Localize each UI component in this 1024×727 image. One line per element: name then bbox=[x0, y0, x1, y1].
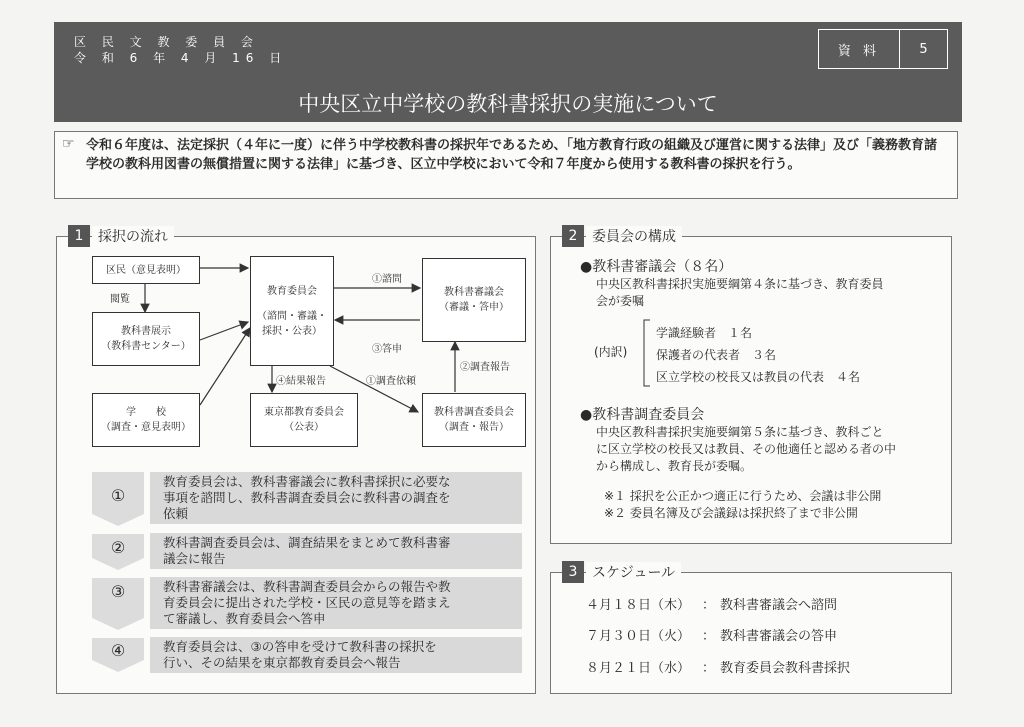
flow-label-result-report: ④結果報告 bbox=[276, 376, 326, 387]
step-1-line: 教育委員会は、教科書審議会に教科書採択に必要な bbox=[163, 474, 451, 489]
research-committee-description bbox=[596, 424, 896, 475]
intro-text: 令和６年度は、法定採択（４年に一度）に伴う中学校教科書の採択年であるため、「地方教育行政の組織及び運営に関する法律」及び「義務教育諸学校の教科用図書の無償措置に関する法律」に基づき、区立中学校において令和７年度から使用する教科書の採択を行う。 bbox=[86, 138, 937, 172]
step-4-line: 教育委員会は、③の答申を受けて教科書の採択を bbox=[163, 639, 437, 654]
council-members bbox=[656, 322, 860, 388]
flow-box-schools-line1: 学 校 bbox=[126, 407, 166, 418]
flow-box-residents bbox=[92, 256, 200, 284]
committee-name: 区 民 文 教 委 員 会 bbox=[74, 35, 259, 49]
step-4-text bbox=[163, 639, 437, 671]
flow-box-research-committee bbox=[422, 393, 526, 447]
step-2-number: ② bbox=[110, 538, 126, 557]
breakdown-bracket bbox=[640, 318, 652, 388]
flow-label-research-report: ②調査報告 bbox=[460, 362, 510, 373]
meeting-date: 令 和 6 年 4 月 16 日 bbox=[74, 51, 288, 65]
step-4-line: 行い、その結果を東京都教育委員会へ報告 bbox=[163, 655, 401, 670]
page-title: 中央区立中学校の教科書採択の実施について bbox=[298, 92, 718, 116]
step-3-line: 育委員会に提出された学校・区民の意見等を踏まえ bbox=[163, 595, 451, 610]
step-1-line: 事項を諮問し、教科書調査委員会に教科書の調査を bbox=[163, 490, 451, 505]
flow-box-textbook-display-line1: 教科書展示 bbox=[121, 326, 171, 337]
flow-box-tokyo-board bbox=[250, 393, 358, 447]
flow-box-textbook-council bbox=[422, 258, 526, 342]
document-number: 5 bbox=[919, 41, 928, 57]
step-3-line: 教科書審議会は、教科書調査委員会からの報告や教 bbox=[163, 579, 451, 594]
member-item: 区立学校の校長又は教員の代表 ４名 bbox=[656, 370, 861, 384]
notes bbox=[604, 488, 881, 522]
research-description-line: 中央区教科書採択実施要綱第５条に基づき、教科ごと bbox=[596, 425, 884, 439]
council-description bbox=[596, 276, 884, 310]
section-1-number: 1 bbox=[68, 225, 90, 247]
flow-box-textbook-display bbox=[92, 312, 200, 366]
document-label: 資 料 bbox=[819, 30, 900, 68]
note-item: ※２ 委員名簿及び会議録は採択終了まで非公開 bbox=[604, 506, 858, 520]
flow-box-research-line1: 教科書調査委員会 bbox=[434, 407, 514, 418]
flow-label-report-answer: ③答申 bbox=[372, 344, 402, 355]
step-4-number: ④ bbox=[110, 641, 126, 660]
council-heading: ●教科書審議会（８名） bbox=[580, 259, 733, 275]
flow-box-council-line1: 教科書審議会 bbox=[444, 287, 504, 298]
flow-box-schools bbox=[92, 393, 200, 447]
flow-box-board-line1: 教育委員会 bbox=[267, 285, 317, 297]
schedule-date: ８月２１日（水） bbox=[586, 661, 691, 676]
flow-box-board-line2: （諮問・審議・ bbox=[257, 310, 327, 322]
research-description-line: から構成し、教育長が委嘱。 bbox=[596, 459, 753, 473]
member-item: 保護者の代表者 ３名 bbox=[656, 348, 777, 362]
step-2-line: 議会に報告 bbox=[163, 551, 226, 566]
section-3-number: 3 bbox=[562, 561, 584, 583]
schedule-date: ７月３０日（火） bbox=[586, 629, 691, 644]
flow-box-textbook-display-line2: （教科書センター） bbox=[101, 341, 191, 352]
schedule-separator: ： bbox=[702, 598, 716, 613]
flow-label-consult: ①諮問 bbox=[372, 274, 402, 285]
step-2-text bbox=[163, 535, 451, 567]
flow-box-board-line3: 採択・公表） bbox=[262, 325, 322, 337]
schedule-event: 教科書審議会の答申 bbox=[720, 629, 838, 644]
pointing-hand-icon: ☞ bbox=[62, 136, 75, 152]
flow-label-browse: 閲覧 bbox=[110, 294, 130, 305]
flow-label-research-request: ①調査依頼 bbox=[366, 376, 416, 387]
research-description-line: に区立学校の校長又は教員、その他適任と認める者の中 bbox=[596, 442, 897, 456]
schedule-separator: ： bbox=[702, 661, 716, 676]
section-3-title: スケジュール bbox=[586, 562, 681, 582]
flow-box-research-line2: （調査・報告） bbox=[439, 422, 509, 433]
step-1-text bbox=[163, 474, 451, 522]
step-3-line: て審議し、教育委員会へ答申 bbox=[163, 611, 326, 626]
flow-box-schools-line2: （調査・意見表明） bbox=[101, 422, 191, 433]
schedule-event: 教科書審議会へ諮問 bbox=[720, 598, 838, 613]
breakdown-label: (内訳) bbox=[594, 345, 628, 359]
flow-box-tokyo-line2: （公表） bbox=[284, 422, 324, 433]
step-1-number: ① bbox=[110, 486, 126, 505]
schedule-separator: ： bbox=[702, 629, 716, 644]
section-2-number: 2 bbox=[562, 225, 584, 247]
note-item: ※１ 採択を公正かつ適正に行うため、会議は非公開 bbox=[604, 489, 882, 503]
section-2-title: 委員会の構成 bbox=[586, 226, 682, 246]
member-item: 学識経験者 １名 bbox=[656, 326, 753, 340]
council-description-line: 会が委嘱 bbox=[596, 294, 645, 308]
step-2-line: 教科書調査委員会は、調査結果をまとめて教科書審 bbox=[163, 535, 451, 550]
flow-box-residents-label: 区民（意見表明） bbox=[106, 264, 186, 276]
flow-box-board-of-education bbox=[250, 256, 334, 366]
flow-box-tokyo-line1: 東京都教育委員会 bbox=[264, 407, 344, 418]
step-3-number: ③ bbox=[110, 582, 126, 601]
flow-box-council-line2: （審議・答申） bbox=[439, 302, 509, 313]
schedule-date: ４月１８日（木） bbox=[586, 598, 691, 613]
research-committee-heading: ●教科書調査委員会 bbox=[580, 407, 705, 423]
section-1-title: 採択の流れ bbox=[92, 226, 174, 246]
step-1-line: 依頼 bbox=[163, 506, 189, 521]
council-description-line: 中央区教科書採択実施要綱第４条に基づき、教育委員 bbox=[596, 277, 884, 291]
step-3-text bbox=[163, 579, 451, 627]
schedule-event: 教育委員会教科書採択 bbox=[720, 661, 851, 676]
